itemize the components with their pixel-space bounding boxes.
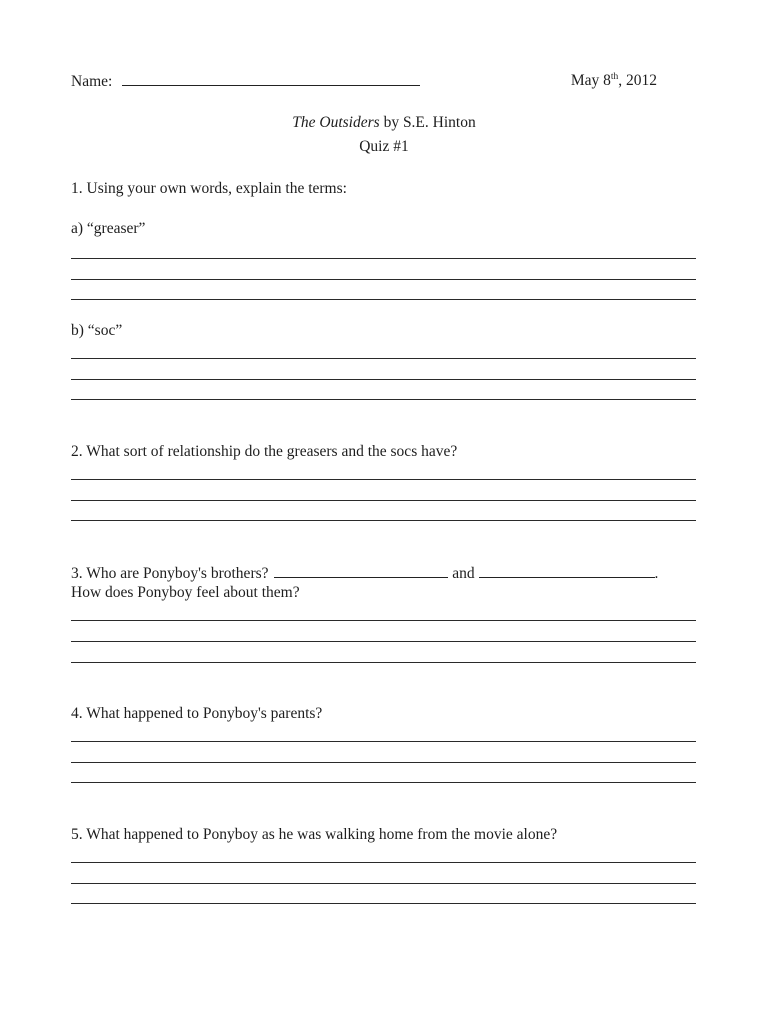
answer-line[interactable] (71, 258, 696, 259)
answer-line[interactable] (71, 279, 696, 280)
answer-line[interactable] (71, 620, 696, 621)
answer-line[interactable] (71, 379, 696, 380)
name-row (71, 72, 420, 91)
answer-line[interactable] (71, 762, 696, 763)
question-3-prefix: 3. Who are Ponyboy's brothers? (71, 565, 269, 582)
answer-line[interactable] (71, 782, 696, 783)
question-3-and: and (452, 565, 475, 582)
question-1: 1. Using your own words, explain the terms: (71, 180, 347, 197)
name-blank[interactable] (122, 72, 420, 86)
answer-line[interactable] (71, 641, 696, 642)
answer-line[interactable] (71, 399, 696, 400)
date-main: May 8 (570, 72, 611, 89)
answer-line[interactable] (71, 520, 696, 521)
question-3-line2: How does Ponyboy feel about them? (71, 584, 300, 601)
question-4: 4. What happened to Ponyboy's parents? (71, 705, 323, 722)
answer-line[interactable] (71, 903, 696, 904)
question-1b: b) “soc” (71, 322, 123, 339)
question-1a: a) “greaser” (71, 220, 146, 237)
answer-line[interactable] (71, 358, 696, 359)
answer-line[interactable] (71, 299, 696, 300)
quiz-subtitle: Quiz #1 (359, 138, 409, 155)
book-author: by S.E. Hinton (379, 114, 476, 131)
name-label: Name: (71, 73, 113, 90)
brother-1-blank[interactable] (274, 564, 448, 578)
question-3 (71, 564, 658, 583)
question-2: 2. What sort of relationship do the greasers and the socs have? (71, 443, 458, 460)
answer-line[interactable] (71, 500, 696, 501)
page-title (0, 114, 768, 132)
answer-line[interactable] (71, 883, 696, 884)
quiz-date (571, 72, 657, 90)
date-suffix: th (610, 71, 619, 82)
question-3-end: . (654, 565, 659, 582)
answer-line[interactable] (71, 862, 696, 863)
answer-line[interactable] (71, 741, 696, 742)
answer-line[interactable] (71, 479, 696, 480)
book-title: The Outsiders (292, 114, 380, 131)
question-5: 5. What happened to Ponyboy as he was walking home from the movie alone? (71, 826, 558, 843)
date-year: , 2012 (618, 72, 657, 89)
answer-line[interactable] (71, 662, 696, 663)
brother-2-blank[interactable] (479, 564, 655, 578)
